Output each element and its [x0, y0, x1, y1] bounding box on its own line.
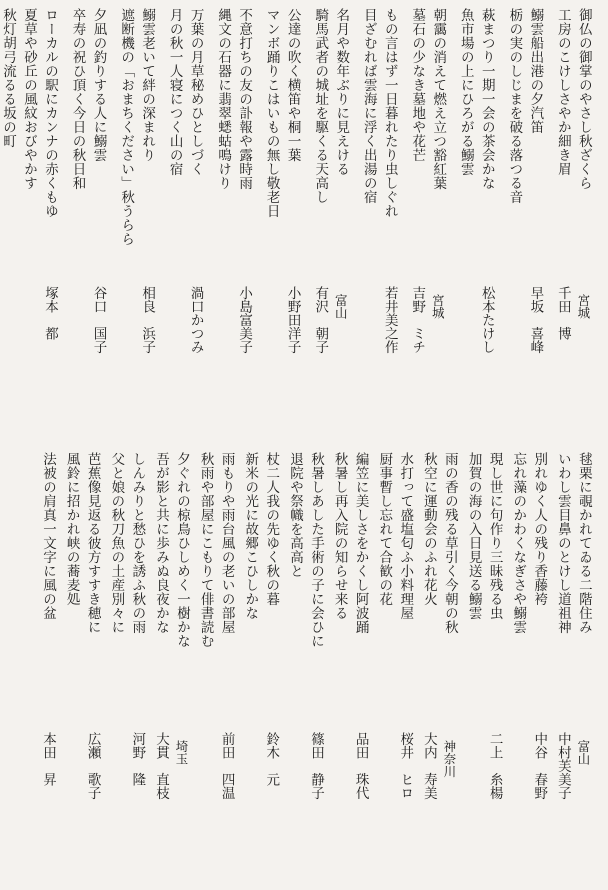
haiku-line: 新米の光に故郷こひしかな	[242, 452, 259, 620]
poet-name: 吉野 ミチ	[409, 286, 426, 354]
poet-entry	[0, 8, 60, 436]
haiku-line: 名月や数年ぶりに見えける	[333, 8, 350, 176]
poet-byline	[451, 286, 497, 436]
poet-byline	[461, 732, 505, 882]
poet-entry	[111, 8, 157, 436]
haiku-line: 雨の香の残る草引く今朝の秋	[441, 452, 458, 634]
poet-entry	[282, 452, 326, 882]
poet-byline	[371, 732, 415, 882]
haiku-line: 水打って盛塩匂ふ小料理屋	[397, 452, 414, 620]
haiku-line: もの言はず一日暮れたり虫しぐれ	[381, 8, 398, 218]
poet-name: 早坂 喜峰	[527, 286, 544, 354]
haiku-line: 御仏の御掌のやさし秋ざくら	[575, 8, 592, 190]
poet-entry	[59, 452, 103, 882]
poet-byline	[63, 286, 109, 436]
haiku-line: 鰯雲老いて絆の深まれり	[139, 8, 156, 162]
haiku-line: 厨事暫し忘れて合歓の花	[376, 452, 393, 606]
prefecture-label: 埼玉	[173, 740, 189, 765]
haiku-line: 秋灯胡弓流るる坂の町	[0, 8, 16, 148]
haiku-line: 別れゆく人の残り香藤袴	[531, 452, 548, 606]
haiku-line: 杖二人我の先ゆく秋の暮	[263, 452, 280, 606]
prefecture-label: 宮城	[575, 294, 591, 319]
haiku-line: 鰯雲船出港の夕汽笛	[527, 8, 544, 134]
haiku-line: 加賀の海の入日見送る鰯雲	[465, 452, 482, 620]
poet-entry	[14, 452, 58, 882]
poet-entry	[354, 8, 400, 436]
poet-byline	[257, 286, 303, 436]
bottom-section	[14, 452, 594, 882]
haiku-line: 秋雨や部屋にこもりて俳書読む	[197, 452, 214, 648]
poet-entry	[461, 452, 505, 882]
poet-byline	[416, 732, 460, 882]
poet-name: 有沢 朝子	[312, 286, 329, 354]
poet-byline	[327, 732, 371, 882]
poet-name: 前田 四温	[218, 732, 235, 800]
poet-byline	[354, 286, 400, 436]
poet-entry	[499, 8, 545, 436]
poet-name: 松本たけし	[478, 286, 495, 354]
haiku-line: 朝靄の消えて燃え立つ豁紅葉	[430, 8, 447, 190]
poet-name: 中村芙美子	[554, 732, 571, 800]
haiku-line: 卒寿の祝ひ頂く今日の秋日和	[69, 8, 86, 190]
haiku-line: 秋暑しあした手術の子に会ひに	[307, 452, 324, 648]
haiku-line: 毬栗に覗かれてゐる二階住み	[575, 452, 592, 634]
poet-name: 大貫 直枝	[152, 732, 169, 800]
poet-name: 本田 昇	[40, 732, 56, 786]
prefecture-label: 宮城	[430, 294, 446, 319]
haiku-line: マンボ踊りこはいもの無し敬老日	[263, 8, 280, 218]
poet-name: 中谷 春野	[531, 732, 548, 800]
haiku-line: 芭蕉像見返る彼方すすき穂に	[84, 452, 101, 634]
haiku-line: 万葉の月草秘めひとしづく	[187, 8, 204, 176]
poet-entry	[402, 8, 448, 436]
poet-entry	[237, 452, 281, 882]
poet-name: 広瀬 歌子	[84, 732, 101, 800]
poet-byline	[103, 732, 147, 882]
haiku-line: 工房のこけしさやか細き眉	[554, 8, 571, 176]
poet-name: 品田 珠代	[352, 732, 369, 800]
poet-byline	[111, 286, 157, 436]
haiku-line: 雨もりや雨台風の老いの部屋	[218, 452, 235, 634]
poet-name: 河野 隆	[129, 732, 146, 786]
poet-name: 相良 浜子	[139, 286, 156, 354]
poet-name: 鈴木 元	[263, 732, 280, 786]
poet-name: 大内 寿美	[420, 732, 437, 800]
poet-entry	[160, 8, 206, 436]
poet-byline	[402, 286, 448, 436]
haiku-line: 法被の肩真一文字に風の盆	[40, 452, 56, 620]
poet-name: 千田 博	[554, 286, 571, 340]
poet-byline	[237, 732, 281, 882]
poet-entry	[257, 8, 303, 436]
haiku-line: 退院や祭幟を高高と	[286, 452, 303, 578]
haiku-line: 不意打ちの友の訃報や露時雨	[236, 8, 253, 190]
haiku-line: 夏草や砂丘の風紋おびやかす	[21, 8, 37, 190]
poet-byline	[305, 286, 351, 436]
poet-entry	[371, 452, 415, 882]
haiku-line: 遮断機の「おまちください」秋うらら	[118, 8, 135, 246]
poet-name: 小野田洋子	[284, 286, 301, 354]
haiku-line: 編笠に美しさをかくし阿波踊	[352, 452, 369, 634]
poet-name: 篠田 静子	[307, 732, 324, 800]
poet-name: 渦口かつみ	[187, 286, 204, 354]
poet-byline	[14, 732, 58, 882]
prefecture-label: 神奈川	[441, 740, 457, 778]
haiku-line: ローカルの駅にカンナの赤くもゆ	[42, 8, 58, 218]
haiku-line: 目ざむれば雲海に浮く出湯の宿	[360, 8, 377, 204]
haiku-line: 魚市場の上にひろがる鰯雲	[457, 8, 474, 176]
poet-entry	[63, 8, 109, 436]
prefecture-label: 富山	[575, 740, 591, 765]
poet-byline	[160, 286, 206, 436]
poet-entry	[548, 8, 594, 436]
haiku-line: 萩まつり一期一会の茶会かな	[478, 8, 495, 190]
haiku-line: 父と娘の秋刀魚の土産別々に	[108, 452, 125, 634]
haiku-line: 墓石の少なき墓地や花芒	[409, 8, 426, 162]
poet-name: 塚本 都	[42, 286, 58, 340]
haiku-line: 忘れ藻のかわくなぎさや鰯雲	[510, 452, 527, 634]
poet-entry	[550, 452, 594, 882]
poet-byline	[548, 286, 594, 436]
poet-entry	[327, 452, 371, 882]
haiku-line: いわし雲目鼻のとけし道祖神	[554, 452, 571, 634]
haiku-line: しんみりと愁ひを誘ふ秋の雨	[129, 452, 146, 634]
prefecture-label: 富山	[333, 294, 349, 319]
poet-name: 若井美之作	[381, 286, 398, 354]
haiku-line: 現し世に句作り三昧残る虫	[486, 452, 503, 620]
poet-name: 小島富美子	[236, 286, 253, 354]
haiku-line: 騎馬武者の城址を駆くる天高し	[312, 8, 329, 204]
poet-entry	[305, 8, 351, 436]
poet-entry	[148, 452, 192, 882]
poet-byline	[505, 732, 549, 882]
haiku-line: 公達の吹く横笛や桐一葉	[284, 8, 301, 162]
haiku-line: 夕ぐれの椋鳥ひしめく一樹かな	[173, 452, 190, 648]
poet-name: 二上 糸楊	[486, 732, 503, 800]
poet-entry	[451, 8, 497, 436]
poet-entry	[103, 452, 147, 882]
haiku-line: 吾が影と共に歩みぬ良夜かな	[152, 452, 169, 634]
poet-byline	[499, 286, 545, 436]
poet-entry	[193, 452, 237, 882]
haiku-line: 栃の実のしじまを破る落つる音	[506, 8, 523, 204]
poet-entry	[416, 452, 460, 882]
haiku-line: 縄文の石器に翡翠蟋蛄鳴けり	[215, 8, 232, 190]
haiku-line: 風鈴に招かれ峡の蕎麦処	[63, 452, 80, 606]
poet-name: 桜井 ヒロ	[397, 732, 414, 800]
poet-byline	[14, 286, 60, 436]
haiku-line: 秋暑し再入院の知らせ来る	[331, 452, 348, 620]
poet-byline	[550, 732, 594, 882]
poet-entry	[208, 8, 254, 436]
haiku-line: 月の秋一人寝につく山の宿	[166, 8, 183, 176]
top-section	[0, 8, 594, 436]
poet-byline	[148, 732, 192, 882]
poet-entry	[505, 452, 549, 882]
poet-name: 谷口 国子	[90, 286, 107, 354]
haiku-line: 夕凪の釣りする人に鰯雲	[90, 8, 107, 162]
poet-byline	[208, 286, 254, 436]
poet-byline	[59, 732, 103, 882]
poet-byline	[193, 732, 237, 882]
poet-byline	[282, 732, 326, 882]
haiku-line: 秋空に運動会のふれ花火	[420, 452, 437, 606]
